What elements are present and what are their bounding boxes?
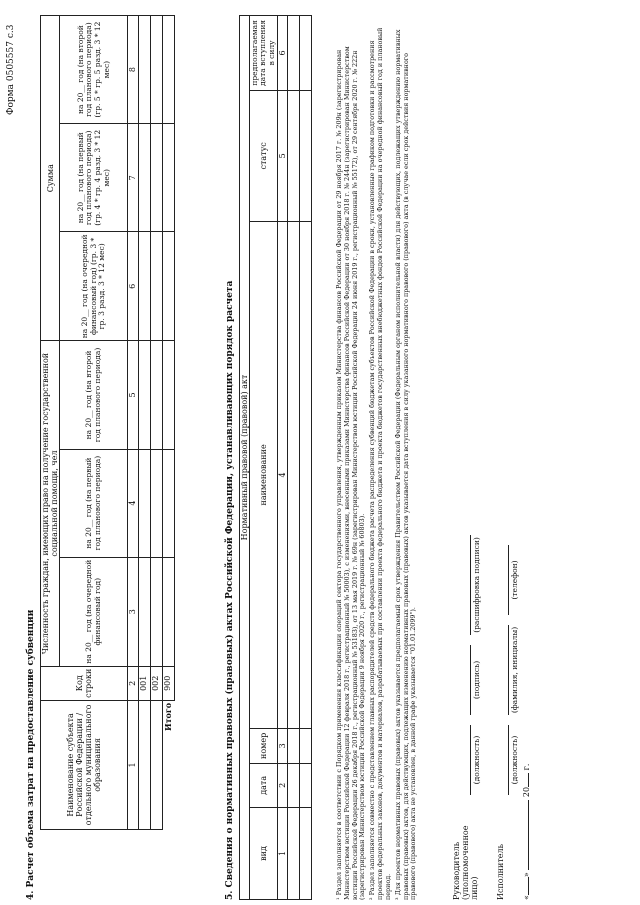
date-month-field[interactable] xyxy=(528,800,529,870)
col-number: 3 xyxy=(278,728,288,763)
header-naimenovanie: наименование xyxy=(250,221,278,728)
col-number: 8 xyxy=(128,16,138,124)
table-cell[interactable] xyxy=(138,124,150,232)
footnotes xyxy=(336,20,418,900)
table-cell[interactable] xyxy=(288,90,300,221)
table-cell[interactable] xyxy=(300,763,312,807)
header-code: Код строки xyxy=(41,666,128,700)
table-row xyxy=(138,16,150,830)
table-cell[interactable] xyxy=(288,807,300,899)
head-label: Руководитель (уполномоченное лицо) xyxy=(452,825,479,900)
header-nomer: номер xyxy=(250,728,278,763)
col-number: 2 xyxy=(128,666,138,700)
header-vid: вид xyxy=(250,807,278,899)
col-number: 4 xyxy=(278,221,288,728)
date-suffix: г. xyxy=(522,763,531,771)
table-row xyxy=(288,16,300,900)
header-act-group: Нормативный правовой (правовой) акт xyxy=(240,16,250,900)
table-cell[interactable] xyxy=(288,16,300,91)
header-sum-group: Сумма xyxy=(41,16,60,341)
footnote-2: ² Раздел заполняется совместно с представлением главных распорядителей средств федерального бюджета расчета распределения субвенций бюджетам субъектов Российской Федерации в сроки, установленные графиком подготовки и рассмотрения проектов федеральных законов, документов и материалов, разрабатываемых при составлении проекта федерального бюджета и проекта бюджетов государственных внебюджетных фондов Российской Федерации на очередной финансовый год и плановый период. xyxy=(368,27,392,900)
table-cell[interactable] xyxy=(138,16,150,124)
table-cell[interactable] xyxy=(162,341,174,449)
table-cell[interactable] xyxy=(162,557,174,666)
section5-table xyxy=(239,15,312,900)
header-c8: на 20__ год (на второй год планового периода) (гр. 5 * гр. 5 разд. 3 * 12 мес) xyxy=(60,16,128,124)
table-cell[interactable] xyxy=(162,232,174,341)
header-c4: на 20__ год (на первый год планового периода) xyxy=(60,449,128,557)
col-number: 3 xyxy=(128,557,138,666)
table-cell[interactable] xyxy=(150,341,162,449)
col-number: 5 xyxy=(278,90,288,221)
col-number: 6 xyxy=(128,232,138,341)
header-data: дата xyxy=(250,763,278,807)
head-signature-caption: (подпись) xyxy=(470,645,481,715)
section4-title: 4. Расчет объема затрат на предоставление субвенции xyxy=(26,609,36,900)
executor-position-caption: (должность) xyxy=(508,725,519,795)
header-c5: на 20__ год (на второй год планового периода) xyxy=(60,341,128,449)
table-cell[interactable] xyxy=(300,90,312,221)
table-cell[interactable] xyxy=(300,221,312,728)
executor-phone-caption: (телефон) xyxy=(508,545,519,615)
col-number-row xyxy=(128,16,138,830)
total-row xyxy=(162,16,174,830)
header-c3: на 20__ год (на очередной финансовый год) xyxy=(60,557,128,666)
section4-table xyxy=(40,15,175,830)
col-number: 7 xyxy=(128,124,138,232)
section5-title: 5. Сведения о нормативных правовых (правовых) актах Российской Федерации, устанавливающих порядок расчета xyxy=(225,280,235,900)
footnote-3: ³ Для проектов нормативных правовых (правовых) актов указывается предполагаемый срок утверждения Правительством Российской Федерации (Федеральным органом исполнительной власти) для действующих, подлежащих утверждению нормативных правовых (правовых) актов, для действующих, подлежащих изменению нормативных правовых (правовых) актов указывается дата вступления в силу указанного нормативного правового (правового) акта (в случае если срок действия нормативного правового (правового) акта не установлен, в данной графе указывается "01.01.2099"). xyxy=(393,29,418,900)
header-c7: на 20__ год (на первый год планового периода) (гр. 4 * гр. 4 разд. 3 * 12 мес) xyxy=(60,124,128,232)
form-code: Форма 0505557 с.3 xyxy=(6,24,16,115)
table-row xyxy=(150,16,162,830)
table-row xyxy=(300,16,312,900)
table-cell[interactable] xyxy=(150,232,162,341)
head-decode-caption: (расшифровка подписи) xyxy=(470,535,481,635)
row-code: 002 xyxy=(150,666,162,700)
header-c6: на 20__ год (на очередной финансовый год) (гр. 3 * гр. 3 разд. 3 * 12 мес) xyxy=(60,232,128,341)
table-cell[interactable] xyxy=(162,16,174,124)
executor-fio-caption: (фамилия, инициалы) xyxy=(510,626,519,714)
header-name: Наименование субъекта Российской Федерации / отдельного муниципального образования xyxy=(41,700,128,829)
executor-label: Исполнитель xyxy=(496,844,505,900)
col-number: 2 xyxy=(278,763,288,807)
row-code: 001 xyxy=(138,666,150,700)
col-number-row xyxy=(278,16,288,900)
table-cell[interactable] xyxy=(288,221,300,728)
table-cell[interactable] xyxy=(138,557,150,666)
footnote-1: ¹ Раздел заполняется в соответствии с Порядком применения классификации операций сектора государственного управления, утвержденным приказом Министерства финансов Российской Федерации от 29 ноября 2017 г. № 209н (зарегистрирован Министерством юстиции Российской Федерации 12 февраля 2018 г., регистрационный № 50003), с изменениями, внесенными приказами Министерства финансов Российской Федерации от 30 ноября 2018 г. № 244н (зарегистрирован Министерством юстиции Российской Федерации 26 декабря 2018 г., регистрационный № 53183), от 13 мая 2019 г. № 69н (зарегистрирован Министерством юстиции Российской Федерации 24 июня 2019 г., регистрационный № 55172), от 29 сентября 2020 г. № 222н (зарегистрирован Министерством юстиции Российской Федерации 9 ноября 2020 г., регистрационный № 60803). xyxy=(335,46,367,900)
header-count-group: Численность граждан, имеющих право на получение государственной социальной помощи, чел xyxy=(41,341,60,666)
date-line xyxy=(522,764,531,900)
total-label: Итого xyxy=(162,702,173,731)
col-number: 1 xyxy=(128,700,138,829)
table-cell[interactable] xyxy=(288,763,300,807)
col-number: 1 xyxy=(278,807,288,899)
table-cell[interactable] xyxy=(150,700,162,829)
col-number: 5 xyxy=(128,341,138,449)
date-quote-close: » xyxy=(522,872,531,878)
table-cell[interactable] xyxy=(162,449,174,557)
date-year: 20 xyxy=(522,786,531,798)
total-code: 900 xyxy=(162,666,174,700)
table-cell[interactable] xyxy=(150,16,162,124)
table-cell[interactable] xyxy=(150,557,162,666)
date-year-field[interactable] xyxy=(528,773,529,787)
col-number: 4 xyxy=(128,449,138,557)
table-cell[interactable] xyxy=(150,124,162,232)
table-cell[interactable] xyxy=(300,728,312,763)
table-cell[interactable] xyxy=(138,449,150,557)
table-cell[interactable] xyxy=(138,341,150,449)
table-cell[interactable] xyxy=(162,124,174,232)
header-status-date: предполагаемая дата вступления в силу xyxy=(250,16,278,91)
date-day-field[interactable] xyxy=(528,877,529,895)
table-cell[interactable] xyxy=(150,449,162,557)
table-cell[interactable] xyxy=(300,807,312,899)
header-status: статус xyxy=(250,90,278,221)
table-cell[interactable] xyxy=(288,728,300,763)
date-quote-open: « xyxy=(522,895,531,900)
table-cell[interactable] xyxy=(138,232,150,341)
table-cell[interactable] xyxy=(138,700,150,829)
head-position-caption: (должность) xyxy=(470,725,481,795)
table-cell[interactable] xyxy=(300,16,312,91)
col-number: 6 xyxy=(278,16,288,91)
